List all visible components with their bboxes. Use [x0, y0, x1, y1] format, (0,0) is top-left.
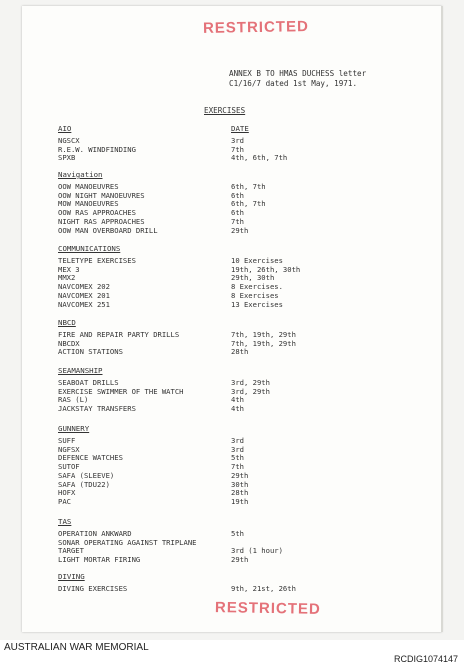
exercise-date: 7th, 19th, 29th	[231, 330, 296, 339]
exercise-date: 30th	[231, 479, 249, 489]
exercise-date: 13 Exercises	[231, 299, 283, 309]
exercise-row	[58, 387, 338, 396]
exercise-name: OOW NIGHT MANOEUVRES	[58, 190, 145, 200]
restricted-stamp-top: RESTRICTED	[202, 18, 309, 37]
archive-credit: AUSTRALIAN WAR MEMORIAL	[4, 642, 149, 653]
exercise-date: 6th	[231, 208, 244, 218]
exercise-row	[58, 546, 338, 555]
exercise-name: OPERATION ANKWARD	[58, 529, 132, 538]
exercise-date: 4th	[231, 404, 244, 414]
exercise-row	[58, 480, 338, 489]
annex-line-2: C1/16/7 dated 1st May, 1971.	[229, 79, 358, 88]
exercise-row	[58, 330, 338, 339]
exercise-row	[58, 445, 338, 454]
exercise-date: 3rd	[231, 444, 244, 454]
exercise-date: 29th	[231, 225, 249, 235]
exercise-name: MMX2	[58, 273, 76, 283]
exercise-row	[58, 584, 338, 593]
exercise-name: NBCDX	[58, 338, 80, 348]
exercise-name: TELETYPE EXERCISES	[58, 256, 136, 265]
exercise-name: OOW MANOEUVRES	[58, 182, 119, 191]
exercise-row	[58, 300, 338, 309]
exercise-row	[58, 191, 338, 200]
exercise-name: NIGHT RAS APPROACHES	[58, 216, 145, 226]
exercise-name: OOW MAN OVERBOARD DRILL	[58, 225, 158, 235]
exercise-date: 8 Exercises.	[231, 282, 283, 292]
exercise-name: SEABOAT DRILLS	[58, 378, 119, 387]
exercise-date: 3rd, 29th	[231, 378, 270, 387]
exercise-date: 7th, 19th, 29th	[231, 338, 296, 348]
document-title: EXERCISES	[204, 106, 246, 115]
exercise-name: RAS (L)	[58, 395, 89, 405]
exercise-date: 3rd, 29th	[231, 386, 270, 396]
exercise-row	[58, 208, 338, 217]
exercise-row	[58, 282, 338, 291]
section-heading: SEAMANSHIP	[58, 366, 103, 375]
exercise-name: FIRE AND REPAIR PARTY DRILLS	[58, 330, 180, 339]
section-heading: NBCD	[58, 318, 76, 327]
exercise-name: PAC	[58, 496, 71, 506]
exercise-date: 29th	[231, 470, 249, 480]
exercise-name: DEFENCE WATCHES	[58, 453, 123, 463]
exercise-name: ACTION STATIONS	[58, 347, 123, 357]
exercise-name: EXERCISE SWIMMER OF THE WATCH	[58, 386, 184, 396]
exercise-row	[58, 199, 338, 208]
exercise-name: LIGHT MORTAR FIRING	[58, 555, 141, 565]
exercise-name: JACKSTAY TRANSFERS	[58, 404, 136, 414]
archive-identifier: RCDIG1074147	[393, 654, 458, 664]
exercise-row	[58, 538, 338, 547]
exercise-row	[58, 497, 338, 506]
exercise-date: 19th, 26th, 30th	[231, 264, 301, 274]
exercise-name: R.E.W. WINDFINDING	[58, 144, 136, 154]
exercise-name: HOFX	[58, 488, 76, 498]
exercise-date: 7th	[231, 462, 244, 472]
exercise-name: SUFF	[58, 436, 76, 445]
exercise-date: 6th, 7th	[231, 182, 266, 191]
annex-line-1: ANNEX B TO HMAS DUCHESS letter	[229, 69, 367, 78]
exercise-row	[58, 182, 338, 191]
restricted-stamp-bottom: RESTRICTED	[214, 599, 321, 618]
exercise-row	[58, 339, 338, 348]
exercise-name: NAVCOMEX 201	[58, 290, 110, 300]
exercise-row	[58, 471, 338, 480]
exercise-name: SAFA (TDU22)	[58, 479, 110, 489]
exercise-date: 29th, 30th	[231, 273, 275, 283]
exercise-name: OOW RAS APPROACHES	[58, 208, 136, 218]
exercise-row	[58, 453, 338, 462]
section-heading: COMMUNICATIONS	[58, 244, 121, 253]
exercise-date: 7th	[231, 216, 244, 226]
exercise-date: 5th	[231, 529, 244, 538]
exercise-row	[58, 273, 338, 282]
section-heading: GUNNERY	[58, 424, 90, 433]
exercise-date: 28th	[231, 488, 249, 498]
exercise-row	[58, 265, 338, 274]
exercise-date: 7th	[231, 144, 244, 154]
exercise-date: 29th	[231, 555, 249, 565]
exercise-row	[58, 404, 338, 413]
exercise-name: NAVCOMEX 202	[58, 282, 110, 292]
section-heading: AIO	[58, 124, 72, 133]
exercise-date: 5th	[231, 453, 244, 463]
exercise-name: DIVING EXERCISES	[58, 584, 128, 593]
exercise-row	[58, 555, 338, 564]
exercise-name: SONAR OPERATING AGAINST TRIPLANE	[58, 537, 197, 547]
exercise-date: 28th	[231, 347, 249, 357]
exercise-row	[58, 436, 338, 445]
exercise-name: SUTOF	[58, 462, 80, 472]
exercise-name: NAVCOMEX 251	[58, 299, 110, 309]
exercise-date: 3rd (1 hour)	[231, 546, 283, 556]
exercise-name: MEX 3	[58, 264, 80, 274]
exercise-row	[58, 395, 338, 404]
exercise-date: 3rd	[231, 136, 244, 145]
exercise-row	[58, 488, 338, 497]
exercise-row	[58, 291, 338, 300]
exercise-row	[58, 347, 338, 356]
exercise-name: SAFA (SLEEVE)	[58, 470, 115, 480]
exercise-date: 10 Exercises	[231, 256, 283, 265]
exercise-date: 4th, 6th, 7th	[231, 153, 288, 163]
section-heading: Navigation	[58, 170, 103, 179]
exercise-date: 9th, 21st, 26th	[231, 584, 296, 593]
exercise-row	[58, 217, 338, 226]
section-heading: DIVING	[58, 572, 85, 581]
exercise-date: 4th	[231, 395, 244, 405]
exercise-row	[58, 378, 338, 387]
page-edge-shadow	[441, 6, 443, 632]
exercise-name: MOW MANOEUVRES	[58, 199, 119, 209]
exercise-row	[58, 462, 338, 471]
exercise-date: 3rd	[231, 436, 244, 445]
exercise-row	[58, 226, 338, 235]
exercise-row	[58, 136, 338, 145]
exercise-name: NGFSX	[58, 444, 80, 454]
exercise-date: 6th, 7th	[231, 199, 266, 209]
section-heading: TAS	[58, 517, 72, 526]
exercise-name: NGSCX	[58, 136, 80, 145]
exercise-date: 19th	[231, 496, 249, 506]
exercise-date: 8 Exercises	[231, 290, 279, 300]
exercise-name: SPXB	[58, 153, 76, 163]
exercise-row	[58, 153, 338, 162]
exercise-row	[58, 529, 338, 538]
exercise-row	[58, 145, 338, 154]
date-column-header: DATE	[231, 124, 249, 133]
exercise-date: 6th	[231, 190, 244, 200]
exercise-name: TARGET	[58, 546, 84, 556]
annex-reference	[229, 69, 366, 89]
exercise-row	[58, 256, 338, 265]
